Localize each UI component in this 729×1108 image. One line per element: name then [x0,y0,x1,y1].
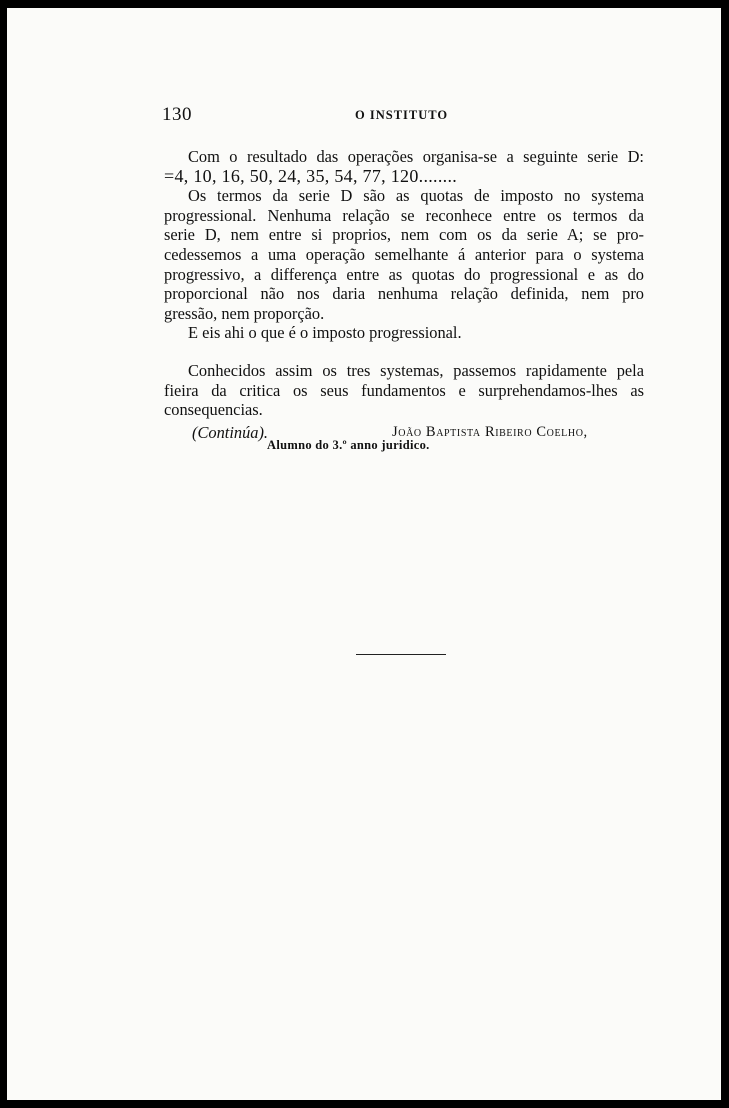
page-header [162,104,452,126]
text-line: progressivo, a differença entre as quotas do progressional e as do [164,264,644,284]
paragraph-conclusion [164,323,644,343]
page-number: 130 [162,104,192,125]
text-line: fieira da critica os seus fundamentos e surprehendamos-lhes as [164,380,644,400]
text-line: gressão, nem proporção. [164,303,325,323]
paragraph-series [164,147,644,186]
paragraph-systems [164,361,644,420]
text-line: Conhecidos assim os tres systemas, passemos rapidamente pela [188,360,644,380]
end-rule [356,654,446,655]
text-line: consequencias. [164,400,263,420]
text-line: proporcional não nos daria nenhuma relação definida, nem pro [164,284,644,304]
text-line: Os termos da serie D são as quotas de imposto no systema [188,186,644,206]
author-role: Alumno do 3.º anno juridico. [267,438,430,452]
text-line: progressional. Nenhuma relação se reconhece entre os termos da [164,205,644,225]
text-line: Com o resultado das operações organisa-se a seguinte serie D: [188,147,644,166]
body-text [164,147,644,444]
author-name: João Baptista Ribeiro Coelho, [392,423,588,440]
text-line: E eis ahi o que é o imposto progressional. [188,323,462,343]
running-title: O INSTITUTO [355,108,449,122]
paragraph-gap [164,343,644,361]
text-line: serie D, nem entre si proprios, nem com os da serie A; se pro- [164,225,644,245]
series-values-line: =4, 10, 16, 50, 24, 35, 54, 77, 120........ [164,165,458,186]
text-line: cedessemos a uma operação semelhante á anterior para o systema [164,244,644,264]
book-page [7,8,721,1100]
paragraph-terms [164,186,644,323]
continua-note: (Continúa). [192,422,269,442]
